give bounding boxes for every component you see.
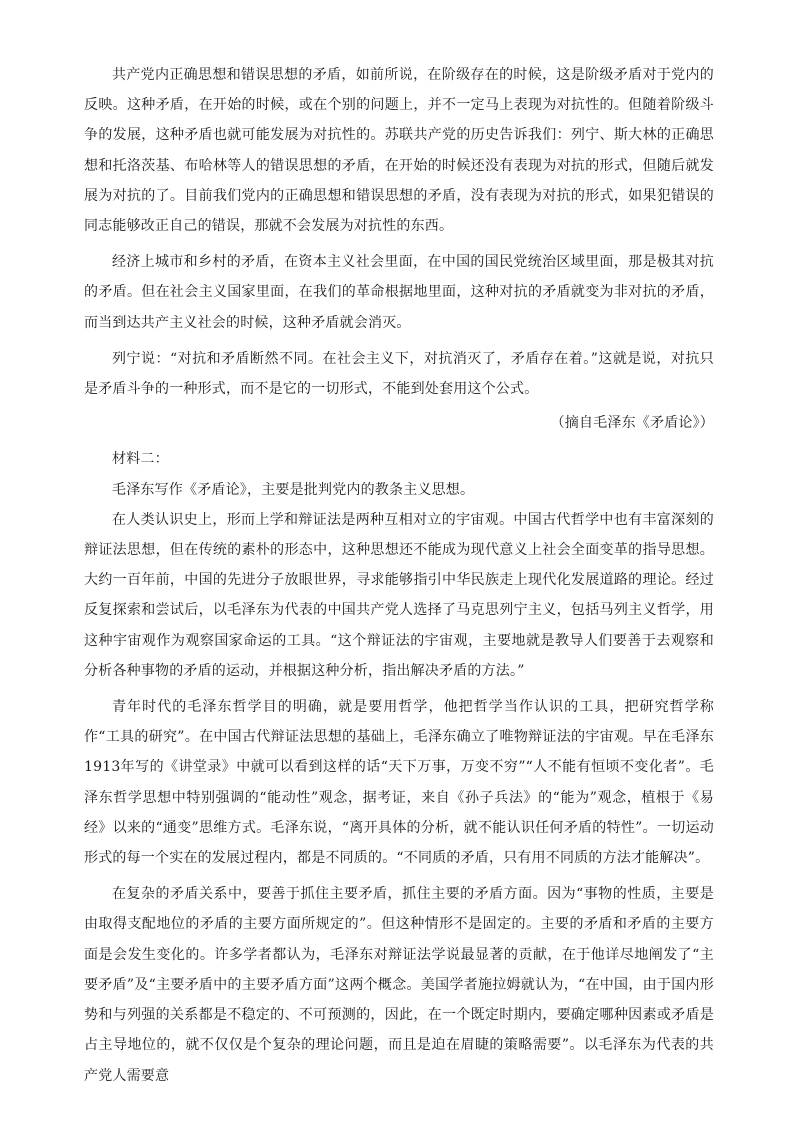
paragraph-5: 在人类认识史上，形而上学和辩证法是两种互相对立的宇宙观。中国古代哲学中也有丰富深刻的辩证法思想，但在传统的素朴的形态中，这种思想还不能成为现代意义上社会全面变革的指导思想。大约一百年前，中国的先进分子放眼世界，寻求能够指引中华民族走上现代化发展道路的理论。经过反复探索和尝试后，以毛泽东为代表的中国共产党人选择了马克思列宁主义，包括马列主义哲学，用这种宇宙观作为观察国家命运的工具。“这个辩证法的宇宙观，主要地就是教导人们要善于去观察和分析各种事物的矛盾的运动，并根据这种分析，指出解决矛盾的方法。”	[84, 511, 714, 679]
paragraph-7: 在复杂的矛盾关系中，要善于抓住主要矛盾，抓住主要的矛盾方面。因为“事物的性质，主要是由取得支配地位的矛盾的主要方面所规定的”。但这种情形不是固定的。主要的矛盾和矛盾的主要方面是会发生变化的。许多学者都认为，毛泽东对辩证法学说最显著的贡献，在于他详尽地阐发了“主要矛盾”及“主要矛盾中的主要矛盾方面”这两个概念。美国学者施拉姆就认为，“在中国，由于国内形势和与列强的关系都是不稳定的、不可预测的，因此，在一个既定时期内，要确定哪种因素或矛盾是占主导地位的，就不仅仅是个复杂的理论问题，而且是迫在眉睫的策略需要”。以毛泽东为代表的共产党人需要意	[84, 886, 714, 1084]
paragraph-4: 毛泽东写作《矛盾论》，主要是批判党内的教条主义思想。	[112, 481, 475, 498]
paragraph-3: 列宁说：“对抗和矛盾断然不同。在社会主义下，对抗消灭了，矛盾存在着。”这就是说，对抗只是矛盾斗争的一种形式，而不是它的一切形式，不能到处套用这个公式。	[84, 350, 714, 398]
source-citation: （摘自毛泽东《矛盾论》）	[550, 415, 714, 432]
material-label: 材料二：	[112, 451, 169, 468]
paragraph-6: 青年时代的毛泽东哲学目的明确，就是要用哲学，他把哲学当作认识的工具，把研究哲学称作“工具的研究”。在中国古代辩证法思想的基础上，毛泽东确立了唯物辩证法的宇宙观。早在毛泽东1913年写的《讲堂录》中就可以看到这样的话“天下万事，万变不穷”“人不能有恒顷不变化者”。毛泽东哲学思想中特别强调的“能动性”观念，据考证，来自《孙子兵法》的“能为”观念，植根于《易经》以来的“通变”思维方式。毛泽东说，“离开具体的分析，就不能认识任何矛盾的特性”。一切运动形式的每一个实在的发展过程内，都是不同质的。“不同质的矛盾，只有用不同质的方法才能解决”。	[84, 699, 714, 867]
document-page	[84, 60, 714, 1091]
paragraph-2: 经济上城市和乡村的矛盾，在资本主义社会里面，在中国的国民党统治区域里面，那是极其对抗的矛盾。但在社会主义国家里面，在我们的革命根据地里面，这种对抗的矛盾就变为非对抗的矛盾，而当到达共产主义社会的时候，这种矛盾就会消灭。	[84, 254, 714, 331]
paragraph-1: 共产党内正确思想和错误思想的矛盾，如前所说，在阶级存在的时候，这是阶级矛盾对于党内的反映。这种矛盾，在开始的时候，或在个别的问题上，并不一定马上表现为对抗性的。但随着阶级斗争的发展，这种矛盾也就可能发展为对抗性的。苏联共产党的历史告诉我们：列宁、斯大林的正确思想和托洛茨基、布哈林等人的错误思想的矛盾，在开始的时候还没有表现为对抗的形式，但随后就发展为对抗的了。目前我们党内的正确思想和错误思想的矛盾，没有表现为对抗的形式，如果犯错误的同志能够改正自己的错误，那就不会发展为对抗性的东西。	[84, 67, 714, 235]
